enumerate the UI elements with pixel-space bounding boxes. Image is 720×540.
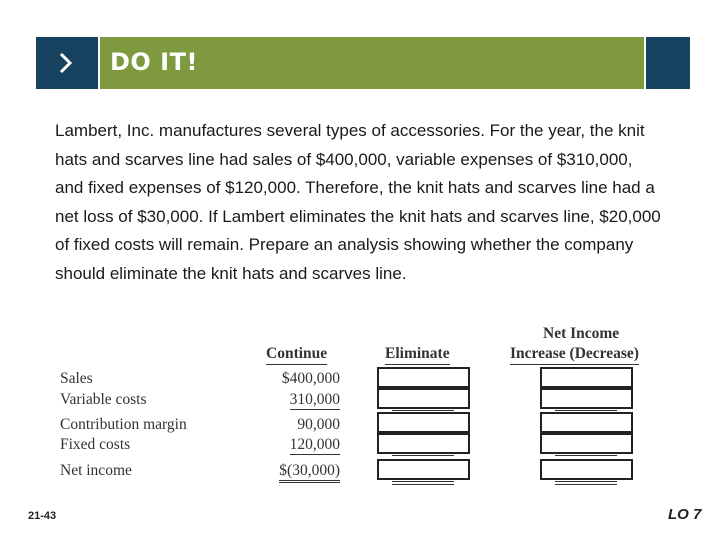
continue-fixed-costs: 120,000 [289,436,340,453]
banner-right-block [646,37,690,89]
eliminate-double-underline-b [392,484,454,485]
continue-sales: $400,000 [281,370,340,387]
page-number: 21-43 [28,510,57,522]
difference-net-income-box[interactable] [540,459,633,480]
eliminate-fixed-costs-box[interactable] [377,433,470,454]
row-label-sales: Sales [60,370,93,387]
eliminate-contribution-margin-box[interactable] [377,412,470,433]
row-label-fixed-costs: Fixed costs [60,436,131,453]
difference-variable-costs-box[interactable] [540,388,633,409]
eliminate-net-income-box[interactable] [377,459,470,480]
problem-text: Lambert, Inc. manufactures several types of accessories. For the year, the knit hats and scarves line had sales of $400,000, variable expenses of $310,000, and fixed expenses of $120,000. Therefore, the knit hats and scarves line had a net loss of $30,000. If Lambert eliminates the knit hats and scarves line, $20,000 of fixed costs will remain. Prepare an analysis showing whether the company should eliminate the knit hats and scarves line. [55,121,661,283]
difference-fixed-costs-box[interactable] [540,433,633,454]
problem-statement [55,117,665,288]
continue-net-income: $(30,000) [279,462,340,483]
continue-contribution-margin: 90,000 [297,416,340,433]
header-increase-decrease: Increase (Decrease) [510,345,639,365]
banner [100,37,644,89]
difference-sales-box[interactable] [540,367,633,388]
eliminate-underline-1 [392,410,454,411]
header-eliminate: Eliminate [385,345,450,365]
row-label-variable-costs: Variable costs [60,391,147,408]
banner-left-block [36,37,98,89]
eliminate-underline-2 [392,455,454,456]
difference-double-underline-a [555,481,617,482]
difference-underline-1 [555,410,617,411]
eliminate-sales-box[interactable] [377,367,470,388]
difference-underline-2 [555,455,617,456]
row-label-contribution-margin: Contribution margin [60,416,187,433]
continue-variable-costs: 310,000 [289,391,340,408]
eliminate-double-underline-a [392,481,454,482]
difference-double-underline-b [555,484,617,485]
eliminate-variable-costs-box[interactable] [377,388,470,409]
header-continue: Continue [266,345,327,365]
learning-objective: LO 7 [668,506,702,523]
difference-contribution-margin-box[interactable] [540,412,633,433]
header-net-income: Net Income [543,325,620,342]
banner-title: DO IT! [110,48,198,76]
row-label-net-income: Net income [60,462,132,479]
